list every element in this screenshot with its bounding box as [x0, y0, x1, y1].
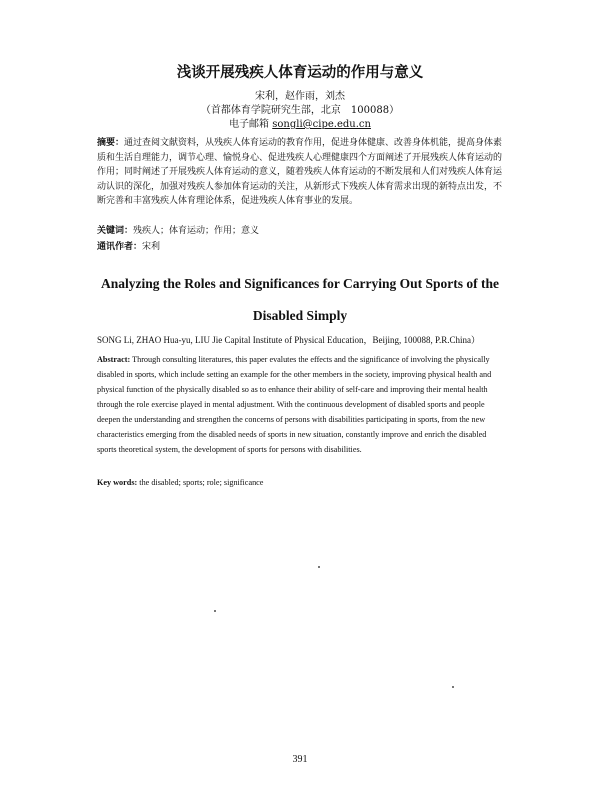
chinese-abstract-label: 摘要：: [97, 138, 125, 148]
english-keywords-text: the disabled; sports; role; significance: [139, 478, 264, 487]
chinese-title: 浅谈开展残疾人体育运动的作用与意义: [176, 65, 424, 81]
scan-speck: [214, 610, 216, 612]
english-title-line-1: Analyzing the Roles and Significances for Carrying Out Sports of the: [100, 276, 499, 291]
chinese-abstract: [97, 136, 507, 209]
email-label: 电子邮箱: [229, 119, 270, 130]
page-number: 391: [292, 754, 308, 765]
chinese-affiliation: （首都体育学院研究生部，北京 100088）: [200, 105, 400, 116]
chinese-keywords-label: 关键词：: [97, 226, 134, 236]
chinese-contact-author: [97, 239, 160, 252]
chinese-email-line: [0, 115, 600, 130]
chinese-contact-name: 宋利: [142, 242, 161, 252]
chinese-keywords-text: 残疾人；体育运动；作用；意义: [133, 226, 260, 236]
chinese-authors: 宋利，赵作雨，刘杰: [255, 91, 345, 102]
scan-speck: [452, 686, 454, 688]
english-abstract-text: Through consulting literatures, this paper evalutes the effects and the significance of involving the physically disabled in sports, which include setting an example for the other members in the society, improving physical health and physical function of the physically disabled so as to enhance their ability of self-care and improving their mental health through the role exercise played in mental adjustment. With the continuous development of disabled sports and people deepen the understanding and strengthen the concerns of persons with disabilities participating in sports, from the new characteristics emerging from the disabled needs of sports in new situation, constantly improve and enrich the disabled sports theoretical system, the development of sports for persons with disabilities.: [97, 355, 492, 454]
english-abstract: [97, 352, 507, 457]
chinese-contact-label: 通讯作者：: [97, 242, 143, 252]
english-keywords: [97, 478, 263, 487]
english-authors: SONG Li, ZHAO Hua-yu, LIU Jie Capital Institute of Physical Education，Beijing, 100088, P.R.China）: [97, 335, 480, 345]
chinese-abstract-text: 通过查阅文献资料，从残疾人体育运动的教育作用，促进身体健康、改善身体机能，提高身体素质和生活自理能力，调节心理、愉悦身心、促进残疾人心理健康四个方面阐述了开展残疾人体育运动的作用；同时阐述了开展残疾人体育运动的意义，随着残疾人体育运动的不断发展和人们对残疾人体育运动认识的深化，加强对残疾人参加体育运动的关注，从新形式下残疾人体育需求出现的新特点出发，不断完善和丰富残疾人体育理论体系，促进残疾人体育事业的发展。: [97, 138, 503, 206]
english-keywords-label: Key words:: [97, 478, 138, 487]
english-abstract-label: Abstract:: [97, 355, 131, 364]
chinese-keywords: [97, 223, 259, 236]
scan-speck: [318, 566, 320, 568]
english-title-line-2: Disabled Simply: [252, 308, 348, 323]
email-address[interactable]: songli@cipe.edu.cn: [272, 119, 371, 130]
